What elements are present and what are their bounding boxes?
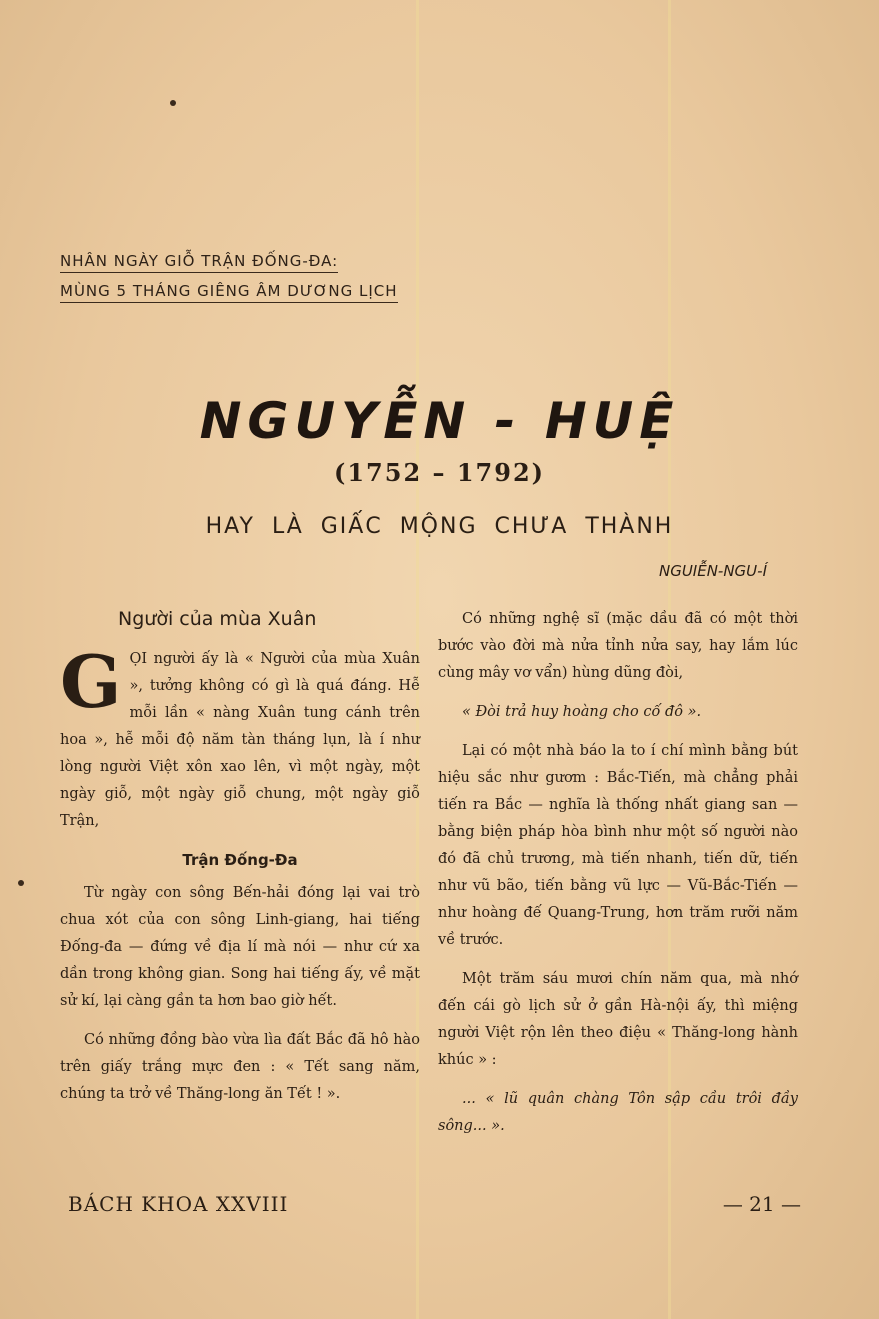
quotation: « Đòi trả huy hoàng cho cố đô ». — [462, 704, 702, 720]
section-heading: Người của mùa Xuân — [118, 608, 317, 630]
paragraph: Một trăm sáu mươi chín năm qua, mà nhớ đến cái gò lịch sử ở gần Hà-nội ấy, thì miệng người Việt rộn lên theo điệu « Thăng-long hành khúc » : — [438, 971, 798, 1068]
right-column — [438, 606, 798, 1152]
ink-spot — [18, 880, 24, 886]
paragraph — [60, 639, 420, 835]
paragraph: Có những đồng bào vừa lìa đất Bắc đã hô hào trên giấy trắng mực đen : « Tết sang năm, chúng ta trở về Thăng-long ăn Tết ! ». — [60, 1032, 420, 1102]
article-years: (1752 – 1792) — [333, 458, 545, 487]
kicker-line-1: NHÂN NGÀY GIỖ TRẬN ĐỐNG-ĐA: — [60, 252, 460, 273]
article-title: NGUYỄN - HUỆ — [199, 392, 680, 450]
ink-spot — [170, 100, 176, 106]
paragraph-text: ỌI người ấy là « Người của mùa Xuân », tưởng không có gì là quá đáng. Hễ mỗi lần « nàng Xuân tung cánh trên hoa », hễ mỗi độ năm tàn tháng lụn, là í như lòng người Việt xôn xao lên, vì một ngày, một ngày giỗ, một ngày giỗ chung, một ngày giỗ Trận, — [60, 651, 420, 829]
page-number: — 21 — — [722, 1192, 801, 1216]
section-subheading: Trận Đống-Đa — [182, 851, 298, 869]
paragraph: Lại có một nhà báo la to í chí mình bằng bút hiệu sắc như gươm : Bắc-Tiến, mà chẳng phải tiến ra Bắc — nghĩa là thống nhất giang san — bằng biện pháp hòa bình như một số người nào đó đã chủ trương, mà tiến nhanh, tiến dữ, tiến như vũ bão, tiến bằng vũ lực — Vũ-Bắc-Tiến — như hoàng đế Quang-Trung, hơn trăm rưỡi năm về trước. — [438, 743, 798, 948]
article-author: NGUIỄN-NGU-Í — [658, 562, 767, 580]
left-column — [60, 606, 420, 1120]
magazine-name: BÁCH KHOA XXVIII — [68, 1192, 289, 1216]
paragraph: Có những nghệ sĩ (mặc dầu đã có một thời bước vào đời mà nửa tỉnh nửa say, hay lắm lúc cùng mây vơ vẩn) hùng dũng đòi, — [438, 611, 798, 681]
drop-cap: G — [60, 639, 122, 724]
paragraph: Từ ngày con sông Bến-hải đóng lại vai trò chua xót của con sông Linh-giang, hai tiếng Đống-đa — đứng về địa lí mà nói — như cứ xa dần trong không gian. Song hai tiếng ấy, về mặt sử kí, lại càng gần ta hơn bao giờ hết. — [60, 885, 420, 1009]
quotation: ... « lũ quân chàng Tôn sập cầu trôi đầy sông... ». — [438, 1091, 798, 1134]
kicker-line-2: MÙNG 5 THÁNG GIÊNG ÂM DƯƠNG LỊCH — [60, 282, 460, 303]
article-subtitle: HAY LÀ GIẤC MỘNG CHƯA THÀNH — [205, 514, 674, 539]
